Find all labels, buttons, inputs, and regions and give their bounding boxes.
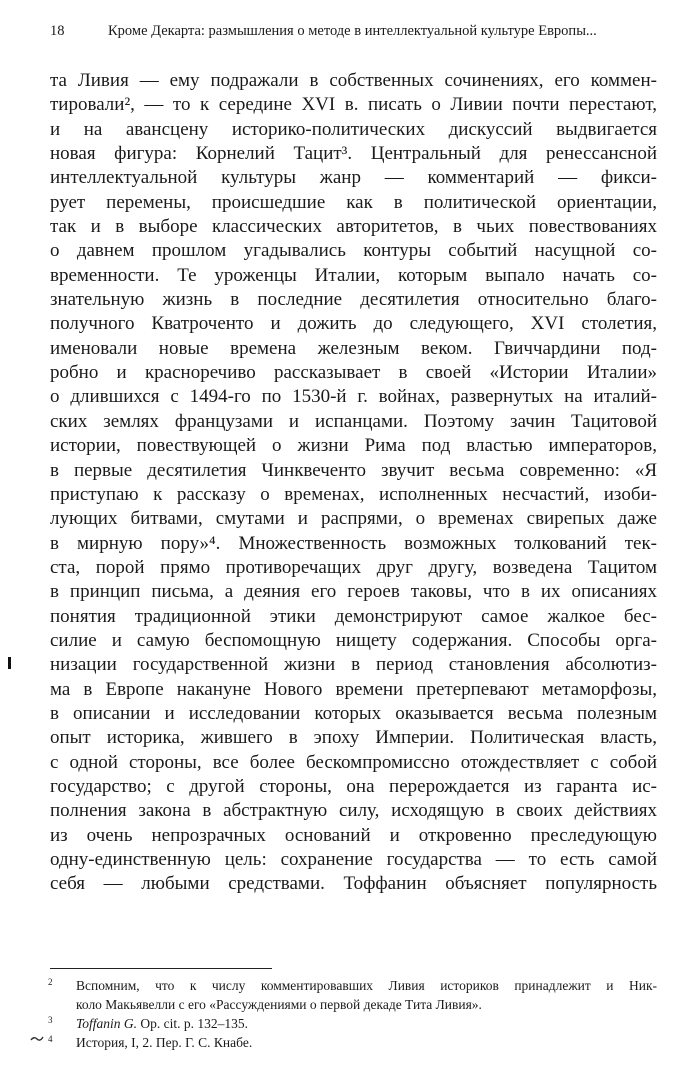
running-head bbox=[40, 20, 650, 42]
text-line: опыт историка, жившего в эпоху Империи. Политическая власть, bbox=[50, 727, 657, 749]
pencil-mark-icon bbox=[30, 1034, 44, 1042]
text-line: так и в выборе классических авторитетов, в чьих повествованиях bbox=[50, 216, 657, 238]
footnote-divider bbox=[50, 968, 272, 969]
footnote-text: коло Макьявелли с его «Рассуждениями о первой декаде Тита Ливия». bbox=[76, 997, 482, 1012]
text-line: робно и красноречиво рассказывает в своей «Истории Италии» bbox=[50, 362, 657, 384]
text-line: лующих битвами, смутами и распрями, о временах свирепых даже bbox=[50, 508, 657, 530]
text-line: новая фигура: Корнелий Тацит³. Центральный для ренессансной bbox=[50, 143, 657, 165]
text-line: низации государственной жизни в период становления абсолютиз- bbox=[50, 654, 657, 676]
page-number: 18 bbox=[50, 23, 65, 39]
text-line: ма в Европе накануне Нового времени претерпевают метаморфозы, bbox=[50, 678, 657, 700]
footnote bbox=[50, 976, 657, 1014]
text-line: ста, порой прямо противоречащих друг другу, возведена Тацитом bbox=[50, 556, 657, 578]
text-line: о давнем прошлом угадывались контуры событий насущной со- bbox=[50, 240, 657, 262]
body-text bbox=[50, 69, 657, 897]
text-line: силие и самую беспомощную нищету содержания. Способы орга- bbox=[50, 629, 657, 651]
footnote-text: Op. cit. p. 132–135. bbox=[137, 1016, 249, 1031]
text-line: в мирную пору»⁴. Множественность возможных толкований тек- bbox=[50, 532, 657, 554]
text-line: государство; с другой стороны, она перерождается из гаранта ис- bbox=[50, 775, 657, 797]
text-line: в описании и исследовании которых оказывается весьма полезным bbox=[50, 702, 657, 724]
text-line: понятия традиционной этики демонстрируют самое жалкое бес- bbox=[50, 605, 657, 627]
text-line: тировали², — то к середине XVI в. писать о Ливии почти перестают, bbox=[50, 94, 657, 116]
footnote bbox=[50, 1033, 657, 1052]
text-line: с одной стороны, все более бескомпромиссно отождествляет с собой bbox=[50, 751, 657, 773]
footnote bbox=[50, 1014, 657, 1033]
text-line: рует перемены, происшедшие как в политической ориентации, bbox=[50, 191, 657, 213]
text-line: истории, повествующей о жизни Рима под властью императоров, bbox=[50, 435, 657, 457]
text-line: та Ливия — ему подражали в собственных сочинениях, его коммен- bbox=[50, 70, 657, 91]
text-line: и на авансцену историко-политических дискуссий выдвигается bbox=[50, 118, 657, 140]
text-line: в принцип письма, а деяния его героев таковы, что в их описаниях bbox=[50, 581, 657, 603]
text-line: ских землях французами и испанцами. Поэтому зачин Тацитовой bbox=[50, 410, 657, 432]
footnote-author: Toffanin G. bbox=[76, 1016, 138, 1031]
running-title: Кроме Декарта: размышления о методе в интеллектуальной культуре Европы... bbox=[108, 23, 597, 39]
text-line: временности. Те уроженцы Италии, которым выпало начать со- bbox=[50, 264, 657, 286]
text-line: себя — любыми средствами. Тоффанин объясняет популярность bbox=[50, 873, 657, 895]
margin-mark bbox=[8, 657, 11, 669]
text-line: знательную жизнь в последние десятилетия относительно благо- bbox=[50, 289, 657, 311]
text-line: о длившихся с 1494-го по 1530-й г. войнах, развернутых на италий- bbox=[50, 386, 657, 408]
text-line: полнения закона в абстрактную силу, исходящую в своих действиях bbox=[50, 800, 657, 822]
text-line: в первые десятилетия Чинквеченто звучит весьма современно: «Я bbox=[50, 459, 657, 481]
text-line: одну-единственную цель: сохранение государства — то есть самой bbox=[50, 849, 657, 870]
footnote-text: Вспомним, что к числу комментировавших Ливия историков принадлежит и Ник- bbox=[76, 978, 657, 993]
text-line: именовали новые времена железным веком. Гвиччардини под- bbox=[50, 337, 657, 359]
text-line: приступаю к рассказу о временах, исполненных несчастий, изоби- bbox=[50, 483, 657, 505]
footnote-mark: 4 bbox=[48, 1034, 53, 1044]
footnote-mark: 2 bbox=[48, 977, 53, 987]
footnote-text: История, I, 2. Пер. Г. С. Кнабе. bbox=[76, 1035, 253, 1050]
footnote-mark: 3 bbox=[48, 1015, 53, 1025]
text-line: получного Кватроченто и дожить до следующего, XVI столетия, bbox=[50, 313, 657, 335]
text-line: интеллектуальной культуры жанр — комментарий — фикси- bbox=[50, 167, 657, 189]
footnotes bbox=[50, 976, 657, 1052]
text-line: из очень непрозрачных оснований и откровенно преследующую bbox=[50, 824, 657, 846]
